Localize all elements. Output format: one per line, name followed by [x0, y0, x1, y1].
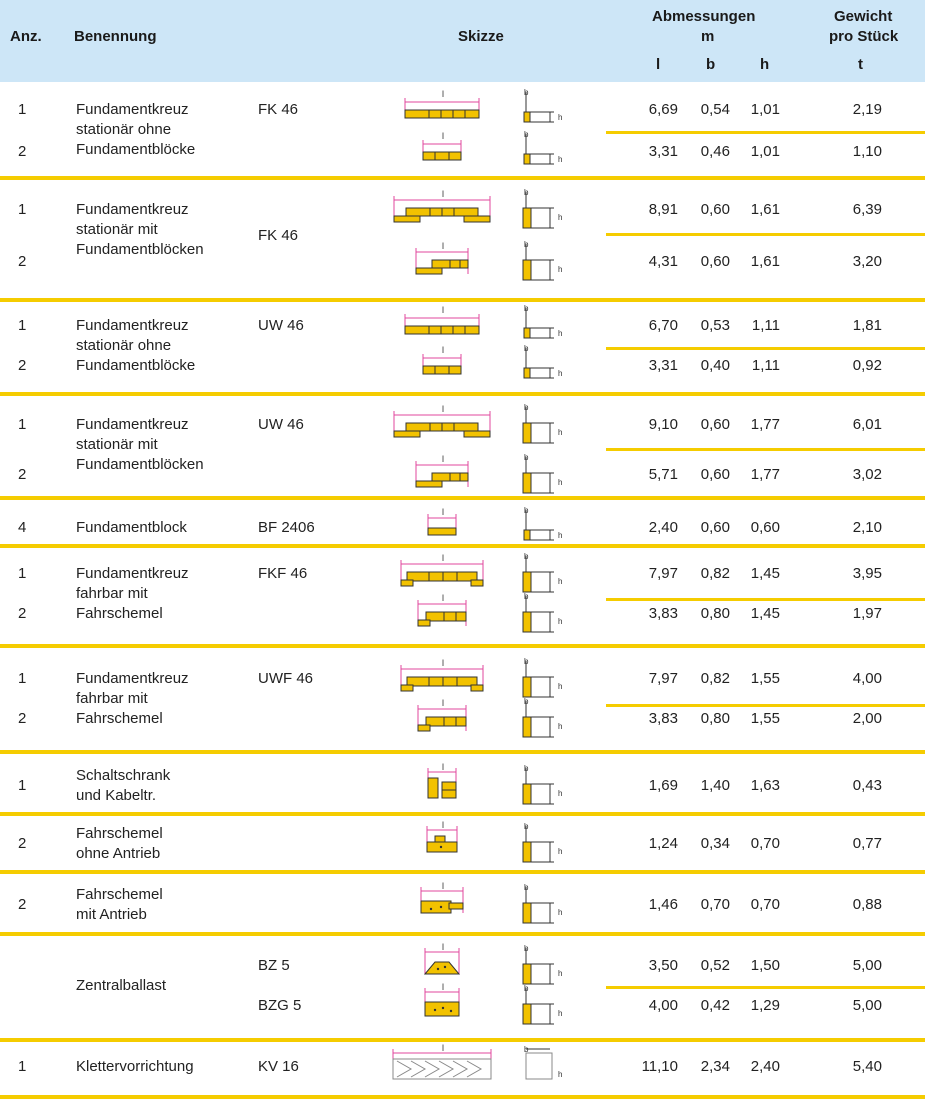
row-separator — [0, 544, 925, 548]
width-label: b — [524, 552, 529, 561]
width-label: b — [524, 130, 529, 139]
row-separator — [0, 1038, 925, 1042]
front-view-sketch — [426, 764, 462, 808]
component-name-line: Zentralballast — [76, 977, 167, 994]
front-view-sketch — [423, 944, 465, 988]
component-name-line: Fundamentkreuz — [76, 101, 189, 118]
height-label: h — [558, 113, 563, 122]
dim-b-value: 1,40 — [700, 777, 730, 794]
col-header-skizze: Skizze — [458, 28, 504, 45]
row-code: FK 46 — [258, 227, 299, 244]
component-name-line: Fundamentblöcke — [76, 141, 196, 158]
row-code: BF 2406 — [258, 519, 315, 536]
component-name-line: Fundamentkreuz — [76, 416, 189, 433]
side-view-sketch — [520, 344, 568, 390]
component-name-line: Fundamentblock — [76, 519, 187, 536]
width-label: b — [524, 984, 529, 993]
dim-h-value: 2,40 — [750, 1058, 780, 1075]
row-separator — [0, 932, 925, 936]
dim-h-value: 1,61 — [750, 201, 780, 218]
row-code: UWF 46 — [258, 670, 314, 687]
dim-l-value: 3,50 — [648, 957, 678, 974]
component-name-line: stationär mit — [76, 436, 158, 453]
height-label: h — [558, 265, 563, 274]
sub-row-separator — [606, 986, 925, 989]
dim-h-value: 1,55 — [750, 710, 780, 727]
width-label: b — [524, 188, 529, 197]
dim-h-value: 1,01 — [750, 101, 780, 118]
dim-h-value: 1,11 — [751, 317, 780, 334]
row-code: FKF 46 — [258, 565, 308, 582]
width-label: b — [524, 592, 529, 601]
width-label: b — [524, 657, 529, 666]
component-name-line: mit Antrieb — [76, 906, 147, 923]
length-label: l — [442, 241, 444, 251]
row-code: UW 46 — [258, 416, 304, 433]
row-anz: 1 — [18, 317, 27, 334]
row-separator — [0, 392, 925, 396]
front-view-sketch — [403, 304, 485, 348]
sub-row-separator — [606, 598, 925, 601]
dim-b-value: 0,53 — [700, 317, 730, 334]
dim-h-value: 1,63 — [750, 777, 780, 794]
row-anz: 2 — [18, 253, 27, 270]
component-name-line: fahrbar mit — [76, 585, 148, 602]
dim-l-value: 3,83 — [648, 710, 678, 727]
component-name-line: und Kabeltr. — [76, 787, 157, 804]
dim-b-value: 2,34 — [700, 1058, 730, 1075]
length-label: l — [442, 507, 444, 517]
sub-row-separator — [606, 448, 925, 451]
component-name-line: Fahrschemel — [76, 710, 163, 727]
col-header-unit-m: m — [701, 28, 715, 45]
length-label: l — [442, 881, 444, 891]
front-view-sketch — [414, 240, 474, 284]
col-header-abmessungen: Abmessungen — [652, 8, 756, 25]
dim-l-value: 7,97 — [648, 670, 678, 687]
component-name-line: Fundamentblöcken — [76, 241, 204, 258]
component-name-line: stationär mit — [76, 221, 158, 238]
dim-h-value: 1,61 — [750, 253, 780, 270]
height-label: h — [558, 478, 563, 487]
height-label: h — [558, 847, 563, 856]
row-separator — [0, 870, 925, 874]
width-label: b — [524, 88, 529, 97]
length-label: l — [442, 698, 444, 708]
row-anz: 2 — [18, 143, 27, 160]
height-label: h — [558, 369, 563, 378]
col-header-l: l — [656, 56, 661, 73]
side-view-sketch — [520, 240, 568, 286]
dim-l-value: 5,71 — [648, 466, 678, 483]
weight-value: 0,92 — [852, 357, 882, 374]
front-view-sketch — [391, 1045, 497, 1089]
height-label: h — [558, 1070, 563, 1079]
length-label: l — [442, 404, 444, 414]
row-separator — [0, 750, 925, 754]
side-view-sketch — [520, 188, 568, 234]
width-label: b — [524, 453, 529, 462]
component-name-line: fahrbar mit — [76, 690, 148, 707]
width-label: b — [524, 1045, 529, 1054]
row-anz: 1 — [18, 416, 27, 433]
component-name-line: stationär ohne — [76, 121, 172, 138]
col-header-unit-t: t — [858, 56, 863, 73]
front-view-sketch — [416, 592, 472, 636]
height-label: h — [558, 682, 563, 691]
component-name-line: Fundamentkreuz — [76, 565, 189, 582]
table-header — [0, 0, 925, 82]
front-view-sketch — [392, 188, 496, 232]
length-label: l — [442, 305, 444, 315]
col-header-gewicht: Gewicht — [834, 8, 893, 25]
col-header-anz: Anz. — [10, 28, 42, 45]
row-anz: 1 — [18, 101, 27, 118]
component-name-line: Fundamentblöcken — [76, 456, 204, 473]
dim-l-value: 8,91 — [648, 201, 678, 218]
dim-b-value: 0,82 — [700, 565, 730, 582]
dim-l-value: 3,31 — [648, 357, 678, 374]
row-anz: 4 — [18, 519, 27, 536]
sub-row-separator — [606, 704, 925, 707]
row-anz: 2 — [18, 466, 27, 483]
row-anz: 2 — [18, 835, 27, 852]
dim-h-value: 1,50 — [750, 957, 780, 974]
length-label: l — [442, 131, 444, 141]
component-name-line: Fahrschemel — [76, 605, 163, 622]
row-separator — [0, 298, 925, 302]
front-view-sketch — [403, 88, 485, 132]
dim-l-value: 1,46 — [648, 896, 678, 913]
width-label: b — [524, 403, 529, 412]
row-anz: 2 — [18, 605, 27, 622]
width-label: b — [524, 764, 529, 773]
weight-value: 3,02 — [852, 466, 882, 483]
weight-value: 0,88 — [852, 896, 882, 913]
dim-b-value: 0,60 — [700, 466, 730, 483]
front-view-sketch — [399, 552, 489, 596]
dim-h-value: 1,55 — [750, 670, 780, 687]
dim-b-value: 0,42 — [700, 997, 730, 1014]
height-label: h — [558, 531, 563, 540]
front-view-sketch — [421, 344, 467, 388]
row-separator — [0, 176, 925, 180]
dim-b-value: 0,60 — [700, 253, 730, 270]
row-anz: 1 — [18, 777, 27, 794]
height-label: h — [558, 1009, 563, 1018]
weight-value: 3,20 — [852, 253, 882, 270]
dim-b-value: 0,52 — [700, 957, 730, 974]
length-label: l — [442, 982, 444, 992]
col-header-b: b — [706, 56, 716, 73]
length-label: l — [442, 658, 444, 668]
dim-l-value: 9,10 — [648, 416, 678, 433]
dim-h-value: 1,45 — [750, 605, 780, 622]
dim-h-value: 0,60 — [750, 519, 780, 536]
width-label: b — [524, 822, 529, 831]
dim-l-value: 3,83 — [648, 605, 678, 622]
weight-value: 0,43 — [852, 777, 882, 794]
row-separator — [0, 644, 925, 648]
dim-h-value: 1,45 — [750, 565, 780, 582]
weight-value: 1,81 — [852, 317, 882, 334]
length-label: l — [442, 89, 444, 99]
row-anz: 1 — [18, 670, 27, 687]
side-view-sketch — [520, 822, 568, 868]
side-view-sketch — [520, 453, 568, 499]
dim-h-value: 0,70 — [750, 835, 780, 852]
row-separator — [0, 1095, 925, 1099]
dim-l-value: 3,31 — [648, 143, 678, 160]
front-view-sketch — [416, 697, 472, 741]
side-view-sketch — [520, 984, 568, 1030]
component-name-line: ohne Antrieb — [76, 845, 161, 862]
width-label: b — [524, 304, 529, 313]
side-view-sketch — [520, 88, 568, 134]
length-label: l — [442, 942, 444, 952]
component-name-line: Klettervorrichtung — [76, 1058, 194, 1075]
row-code: FK 46 — [258, 101, 299, 118]
dim-l-value: 4,31 — [648, 253, 678, 270]
side-view-sketch — [520, 592, 568, 638]
dim-h-value: 0,70 — [750, 896, 780, 913]
weight-value: 5,00 — [852, 997, 882, 1014]
height-label: h — [558, 329, 563, 338]
row-code: BZ 5 — [258, 957, 290, 974]
sub-row-separator — [606, 233, 925, 236]
col-header-h: h — [760, 56, 770, 73]
weight-value: 3,95 — [852, 565, 882, 582]
length-label: l — [442, 1043, 444, 1053]
weight-value: 0,77 — [852, 835, 882, 852]
dim-b-value: 0,34 — [700, 835, 730, 852]
weight-value: 4,00 — [852, 670, 882, 687]
row-code: BZG 5 — [258, 997, 302, 1014]
length-label: l — [442, 189, 444, 199]
dim-b-value: 0,60 — [700, 201, 730, 218]
dim-l-value: 11,10 — [641, 1058, 678, 1075]
side-view-sketch — [520, 883, 568, 929]
dim-b-value: 0,82 — [700, 670, 730, 687]
height-label: h — [558, 789, 563, 798]
height-label: h — [558, 428, 563, 437]
dim-l-value: 1,24 — [648, 835, 678, 852]
weight-value: 2,10 — [852, 519, 882, 536]
dim-h-value: 1,77 — [750, 466, 780, 483]
component-name-line: Fundamentkreuz — [76, 317, 189, 334]
dim-b-value: 0,80 — [700, 710, 730, 727]
side-view-sketch — [520, 697, 568, 743]
weight-value: 5,40 — [852, 1058, 882, 1075]
dim-b-value: 0,70 — [700, 896, 730, 913]
row-anz: 2 — [18, 357, 27, 374]
dim-b-value: 0,40 — [700, 357, 730, 374]
front-view-sketch — [423, 984, 465, 1028]
col-header-pro-stueck: pro Stück — [829, 28, 899, 45]
width-label: b — [524, 506, 529, 515]
row-anz: 2 — [18, 896, 27, 913]
front-view-sketch — [392, 403, 496, 447]
row-separator — [0, 812, 925, 816]
row-code: KV 16 — [258, 1058, 299, 1075]
front-view-sketch — [399, 657, 489, 701]
side-view-sketch — [520, 403, 568, 449]
height-label: h — [558, 155, 563, 164]
height-label: h — [558, 908, 563, 917]
dim-h-value: 1,29 — [750, 997, 780, 1014]
row-anz: 1 — [18, 565, 27, 582]
dim-l-value: 2,40 — [648, 519, 678, 536]
dim-l-value: 4,00 — [648, 997, 678, 1014]
length-label: l — [442, 593, 444, 603]
front-view-sketch — [421, 130, 467, 174]
dim-l-value: 7,97 — [648, 565, 678, 582]
component-name-line: Fundamentblöcke — [76, 357, 196, 374]
side-view-sketch — [520, 130, 568, 176]
component-name-line: Fahrschemel — [76, 886, 163, 903]
height-label: h — [558, 722, 563, 731]
sub-row-separator — [606, 131, 925, 134]
row-anz: 1 — [18, 201, 27, 218]
width-label: b — [524, 697, 529, 706]
dim-l-value: 1,69 — [648, 777, 678, 794]
component-name-line: Fahrschemel — [76, 825, 163, 842]
width-label: b — [524, 944, 529, 953]
side-view-sketch — [520, 1045, 568, 1091]
dim-l-value: 6,69 — [648, 101, 678, 118]
length-label: l — [442, 762, 444, 772]
dim-l-value: 6,70 — [648, 317, 678, 334]
weight-value: 5,00 — [852, 957, 882, 974]
col-header-benennung: Benennung — [74, 28, 157, 45]
dim-h-value: 1,01 — [750, 143, 780, 160]
component-name-line: Fundamentkreuz — [76, 201, 189, 218]
component-name-line: stationär ohne — [76, 337, 172, 354]
height-label: h — [558, 577, 563, 586]
weight-value: 2,19 — [852, 101, 882, 118]
dim-b-value: 0,60 — [700, 416, 730, 433]
length-label: l — [442, 454, 444, 464]
dim-b-value: 0,60 — [700, 519, 730, 536]
sub-row-separator — [606, 347, 925, 350]
dim-b-value: 0,80 — [700, 605, 730, 622]
weight-value: 1,10 — [852, 143, 882, 160]
width-label: b — [524, 344, 529, 353]
length-label: l — [442, 345, 444, 355]
weight-value: 2,00 — [852, 710, 882, 727]
side-view-sketch — [520, 764, 568, 810]
row-code: UW 46 — [258, 317, 304, 334]
weight-value: 6,39 — [852, 201, 882, 218]
dim-b-value: 0,54 — [700, 101, 730, 118]
component-name-line: Fundamentkreuz — [76, 670, 189, 687]
width-label: b — [524, 240, 529, 249]
height-label: h — [558, 617, 563, 626]
front-view-sketch — [425, 822, 463, 866]
front-view-sketch — [419, 883, 469, 927]
length-label: l — [442, 820, 444, 830]
dim-h-value: 1,11 — [751, 357, 780, 374]
height-label: h — [558, 213, 563, 222]
width-label: b — [524, 883, 529, 892]
component-name-line: Schaltschrank — [76, 767, 171, 784]
dim-b-value: 0,46 — [700, 143, 730, 160]
front-view-sketch — [414, 453, 474, 497]
row-anz: 2 — [18, 710, 27, 727]
row-separator — [0, 496, 925, 500]
length-label: l — [442, 553, 444, 563]
dim-h-value: 1,77 — [750, 416, 780, 433]
weight-value: 6,01 — [852, 416, 882, 433]
row-anz: 1 — [18, 1058, 27, 1075]
height-label: h — [558, 969, 563, 978]
weight-value: 1,97 — [852, 605, 882, 622]
